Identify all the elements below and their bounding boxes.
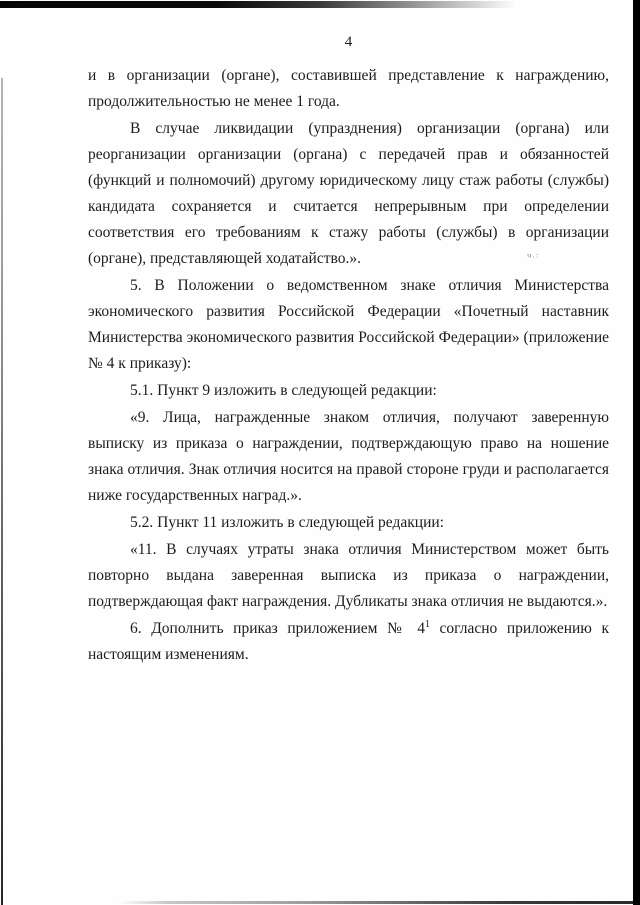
scan-edge-bottom: [118, 901, 633, 904]
clause-6-text-before: 6. Дополнить приказ приложением № 4: [130, 620, 425, 637]
clause-6-superscript: 1: [424, 618, 430, 630]
document-paragraph-clause-5-1: 5.1. Пункт 9 изложить в следующей редакции:: [130, 382, 437, 399]
document-paragraph-clause-6: [88, 616, 609, 668]
scan-edge-left: [1, 78, 3, 905]
document-paragraph-liquidation-clause: В случае ликвидации (упразднения) организации (органа) или реорганизации организации (органа) с передачей прав и обязанностей (функций и полномочий) другому юридическому лицу стаж работы (службы) кандидата сохраняется и считается непрерывным при определении соответствия его требованиям к стажу работы (службы) в организации (органе), представляющей ходатайство.».: [88, 120, 609, 267]
clause-6-text-after: согласно приложению к настоящим изменениям.: [88, 620, 610, 663]
document-body: [88, 33, 609, 669]
page-number: 4: [344, 34, 353, 50]
document-paragraph-point-11: «11. В случаях утраты знака отличия Министерством может быть повторно выдана заверенная выписка из приказа о награждении, подтверждающая факт награждения. Дубликаты знака отличия не выдаются.».: [88, 541, 609, 610]
document-paragraph-point-9: «9. Лица, награжденные знаком отличия, получают заверенную выписку из приказа о награждении, подтверждающую право на ношение знака отличия. Знак отличия носится на правой стороне груди и располагается ниже государственных наград.».: [88, 409, 609, 504]
scan-smudge-artifact: ч.:: [527, 251, 540, 259]
document-paragraph-clause-5: 5. В Положении о ведомственном знаке отличия Министерства экономического развития Российской Федерации «Почетный наставник Министерства экономического развития Российской Федерации» (приложение № 4 к приказу):: [88, 277, 609, 372]
scan-edge-top: [0, 1, 516, 8]
document-paragraph-clause-5-2: 5.2. Пункт 11 изложить в следующей редакции:: [130, 514, 444, 531]
document-paragraph-continuation: и в организации (органе), составившей представление к награждению, продолжительностью не менее 1 года.: [88, 67, 609, 110]
